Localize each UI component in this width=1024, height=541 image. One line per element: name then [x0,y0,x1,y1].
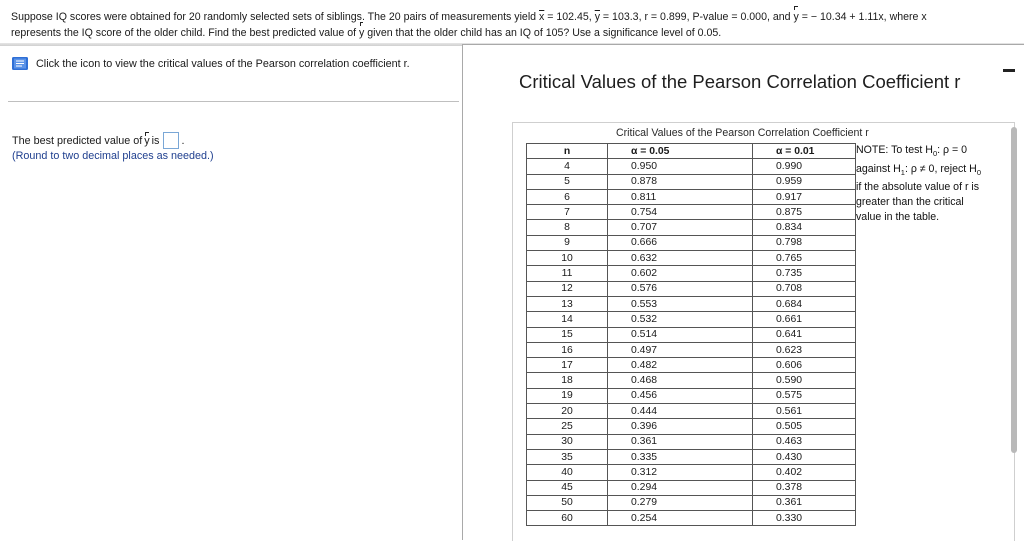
cell-alpha-01: 0.735 [753,266,856,281]
cell-alpha-01: 0.834 [753,220,856,235]
cell-alpha-05: 0.576 [608,281,753,296]
cell-alpha-01: 0.623 [753,342,856,357]
cell-n: 45 [527,480,608,495]
cell-alpha-01: 0.917 [753,189,856,204]
cell-alpha-01: 0.684 [753,296,856,311]
cell-alpha-05: 0.396 [608,419,753,434]
cell-alpha-05: 0.632 [608,251,753,266]
cell-n: 9 [527,235,608,250]
cell-alpha-05: 0.335 [608,449,753,464]
table-header-row [527,144,856,159]
cell-alpha-01: 0.641 [753,327,856,342]
popup-title: Critical Values of the Pearson Correlation Coefficient r [519,71,961,92]
table-row [527,434,856,449]
table-row [527,511,856,526]
cell-n: 30 [527,434,608,449]
cell-alpha-05: 0.553 [608,296,753,311]
table-row [527,281,856,296]
cell-alpha-01: 0.402 [753,465,856,480]
cell-alpha-05: 0.602 [608,266,753,281]
cell-alpha-05: 0.482 [608,358,753,373]
round-note: (Round to two decimal places as needed.) [12,150,214,162]
cell-alpha-01: 0.463 [753,434,856,449]
critical-values-popup [462,44,1024,540]
cell-n: 10 [527,251,608,266]
cell-alpha-01: 0.561 [753,404,856,419]
cell-alpha-01: 0.505 [753,419,856,434]
cell-alpha-01: 0.590 [753,373,856,388]
header-alpha-05: α = 0.05 [608,144,753,159]
cell-alpha-05: 0.294 [608,480,753,495]
table-row [527,404,856,419]
cell-n: 35 [527,449,608,464]
critical-values-link[interactable] [11,56,410,71]
cell-alpha-01: 0.708 [753,281,856,296]
table-row [527,465,856,480]
table-row [527,312,856,327]
cell-alpha-05: 0.444 [608,404,753,419]
cell-alpha-01: 0.875 [753,205,856,220]
cell-alpha-05: 0.361 [608,434,753,449]
cell-n: 60 [527,511,608,526]
cell-alpha-05: 0.279 [608,495,753,510]
cell-n: 4 [527,159,608,174]
cell-n: 19 [527,388,608,403]
answer-line: The best predicted value of y is . [12,132,184,149]
cell-n: 15 [527,327,608,342]
table-row [527,174,856,189]
table-row [527,480,856,495]
cell-alpha-05: 0.312 [608,465,753,480]
table-row [527,373,856,388]
cell-alpha-05: 0.468 [608,373,753,388]
question-text: Suppose IQ scores were obtained for 20 randomly selected sets of siblings. The 20 pairs of measurements yield $\overline{x} = 102.45$, $\overline{y} = 103.3$, r = 0.899, P-value = 0.000, and y = − 10.34 + 1.11x, where x represents the IQ score of the older child. Find the best predicted value of y given that the older child has an IQ of 105? Use a significance level of 0.05. [11,11,927,39]
cell-alpha-05: 0.811 [608,189,753,204]
cell-alpha-01: 0.606 [753,358,856,373]
icon-instruction: Click the icon to view the critical values of the Pearson correlation coefficient r. [36,57,410,70]
header-n: n [527,144,608,159]
cell-n: 5 [527,174,608,189]
table-caption: Critical Values of the Pearson Correlation Coefficient r [616,127,869,139]
table-row [527,449,856,464]
table-row [527,419,856,434]
cell-n: 50 [527,495,608,510]
cell-alpha-05: 0.254 [608,511,753,526]
answer-input[interactable] [163,132,179,149]
cell-alpha-01: 0.575 [753,388,856,403]
table-row [527,495,856,510]
cell-alpha-01: 0.330 [753,511,856,526]
minimize-button[interactable] [1003,69,1015,72]
table-row [527,296,856,311]
table-row [527,266,856,281]
cell-n: 40 [527,465,608,480]
note-text: NOTE: To test $H_0$: ρ = 0 against $H_1$: ρ ≠ 0, reject $H_0$ if the absolute value of r is greater than the critical value in the table. [856,144,981,223]
left-divider [8,101,459,102]
cell-alpha-01: 0.661 [753,312,856,327]
cell-n: 8 [527,220,608,235]
cell-n: 18 [527,373,608,388]
cell-alpha-05: 0.497 [608,342,753,357]
table-row [527,159,856,174]
cell-alpha-01: 0.765 [753,251,856,266]
table-row [527,388,856,403]
cell-alpha-05: 0.666 [608,235,753,250]
cell-alpha-05: 0.707 [608,220,753,235]
cell-n: 14 [527,312,608,327]
table-row [527,358,856,373]
scrollbar[interactable] [1011,127,1017,453]
cell-alpha-01: 0.959 [753,174,856,189]
cell-alpha-05: 0.514 [608,327,753,342]
critical-values-table [526,143,856,526]
table-row [527,342,856,357]
table-row [527,327,856,342]
cell-alpha-05: 0.532 [608,312,753,327]
cell-alpha-01: 0.378 [753,480,856,495]
table-row [527,235,856,250]
table-row [527,205,856,220]
cell-alpha-01: 0.990 [753,159,856,174]
cell-alpha-01: 0.430 [753,449,856,464]
cell-n: 13 [527,296,608,311]
cell-n: 7 [527,205,608,220]
cell-n: 12 [527,281,608,296]
cell-alpha-01: 0.798 [753,235,856,250]
cell-alpha-05: 0.754 [608,205,753,220]
cell-alpha-05: 0.878 [608,174,753,189]
cell-n: 11 [527,266,608,281]
cell-n: 17 [527,358,608,373]
cell-alpha-01: 0.361 [753,495,856,510]
table-row [527,251,856,266]
cell-n: 16 [527,342,608,357]
cell-n: 6 [527,189,608,204]
table-row [527,189,856,204]
cell-n: 25 [527,419,608,434]
cell-alpha-05: 0.456 [608,388,753,403]
book-icon[interactable] [11,56,30,71]
cell-n: 20 [527,404,608,419]
cell-alpha-05: 0.950 [608,159,753,174]
header-alpha-01: α = 0.01 [753,144,856,159]
table-row [527,220,856,235]
